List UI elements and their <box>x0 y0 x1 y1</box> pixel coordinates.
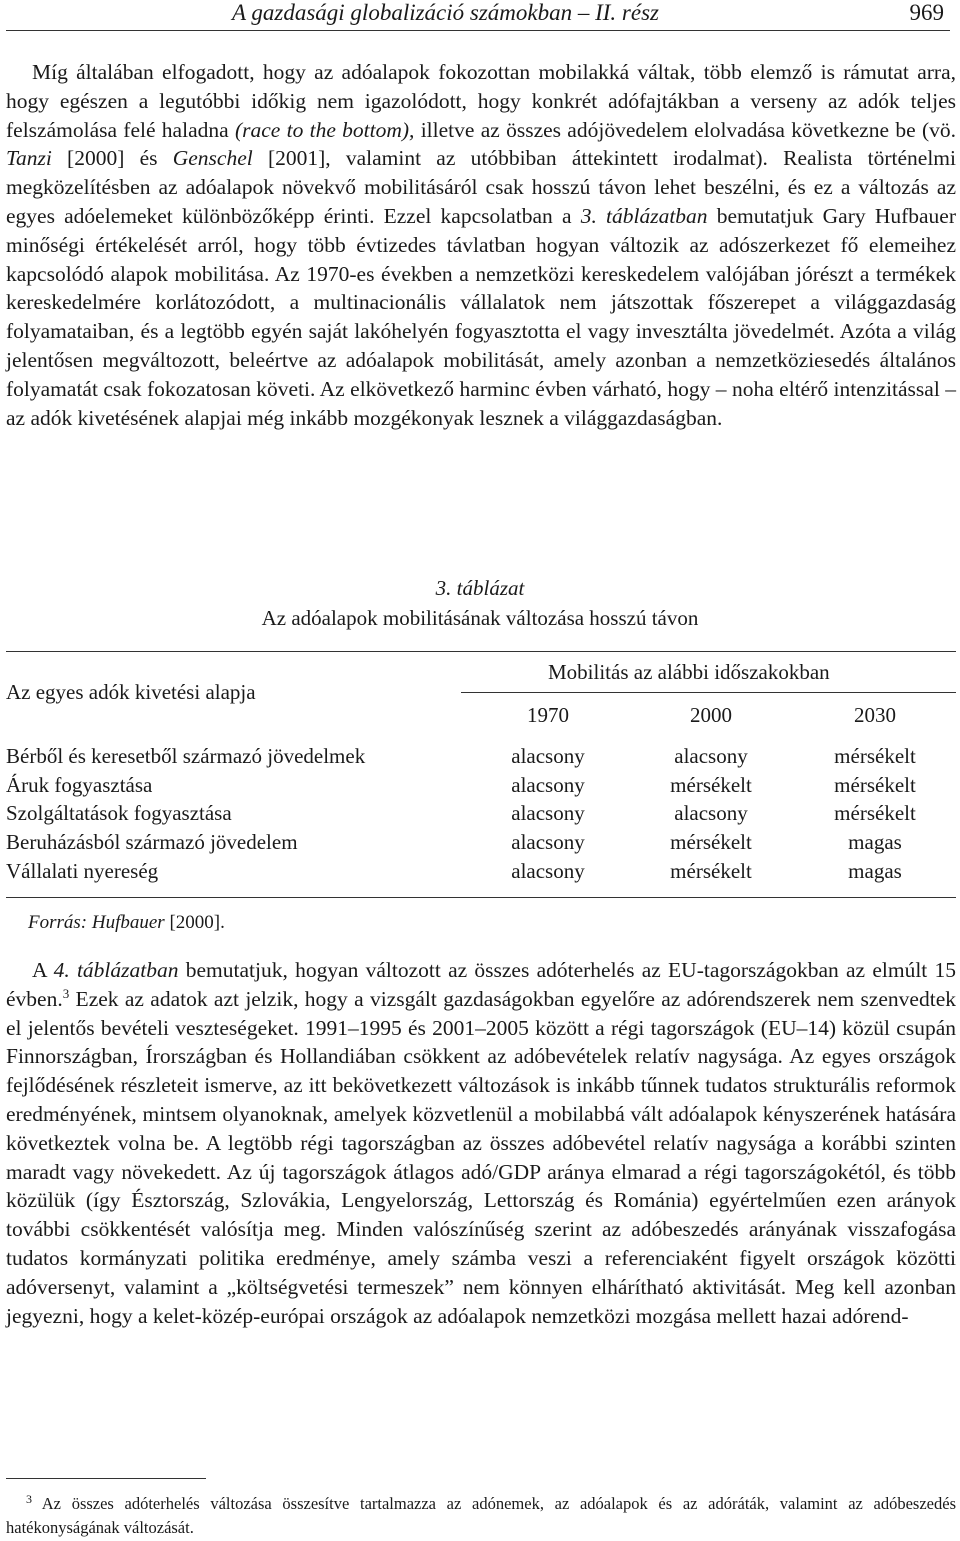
mobility-cell-1970: alacsony <box>511 858 585 883</box>
row-label: Vállalati nyereség <box>6 858 159 883</box>
mobility-cell-2030: magas <box>848 858 902 883</box>
paragraph1-text-run: [2001], valamint az utóbbiban áttekintett irodalmat). Realista történelmi megközelítésben az adóalapok növekvő mobilitásáról csak hosszú távon lehet beszélni, és ez a változás az egyes adóelemeket különbözőképp érinti. Ezzel kapcsolatban a <box>6 146 956 228</box>
footnote <box>6 1492 956 1540</box>
source-year: [2000]. <box>164 912 225 933</box>
mobility-cell-2000: mérsékelt <box>670 772 752 797</box>
table-source <box>28 912 225 934</box>
mobility-cell-1970: alacsony <box>511 801 585 826</box>
running-header <box>6 0 950 31</box>
table-row <box>0 801 960 829</box>
footnote-reference: 3 <box>62 985 70 1001</box>
page-number: 969 <box>909 0 944 25</box>
mobility-cell-1970: alacsony <box>511 744 585 768</box>
table-top-rule <box>6 651 956 652</box>
mobility-cell-2030: mérsékelt <box>834 772 916 797</box>
mobility-cell-2000: alacsony <box>674 744 748 768</box>
row-header: Az egyes adók kivetési alapja <box>6 680 256 704</box>
footnote-mark: 3 <box>26 1492 32 1506</box>
year-header-2000: 2000 <box>690 703 732 727</box>
paragraph2-text-run: Ezek az adatok azt jelzik, hogy a vizsgált gazdaságokban egyelőre az adórendszerek nem szenvedtek el jelentős bevételi veszteségeket. 1991–1995 és 2001–2005 között a régi tagországok (EU–14) közül csupán Finnországban, Írországban és Hollandiában csökkent az adóbevételek relatív nagysága. Az egyes országok fejlődésének részleteit ismerve, az itt bekövetkezett változások is inkább tűnnek tudatos strukturális reformok eredményének, mintsem olyanoknak, amelyek közvetlenül a mobilabbá vált adóalapok kényszerének hatására következtek volna be. A legtöbb régi tagországban az összes adóbevétel relatív nagysága a korábbi szinten maradt vagy növekedett. Az új tagországok átlagos adó/GDP aránya elmarad a régi tagországokétól, és több közülük (így Észtország, Szlovákia, Lengyelország, Lettország és Románia) egyértelműen ezen arányok további csökkentését valósítja meg. Minden valószínűség szerint az adóbeszedés arányának visszafogása tudatos kormányzati politika eredménye, amely számba veszi a referenciaként figyelt országok közötti adóversenyt, valamint a „költségvetési termeszek” nem könnyen elhárítható aktivitását. Meg kell azonban jegyezni, hogy a kelet-közép-európai országok az adóalapok nemzetközi mozgása mellett hazai adórend- <box>6 986 956 1328</box>
table-row <box>0 830 960 858</box>
mobility-cell-2000: alacsony <box>674 801 748 826</box>
mobility-cell-2030: mérsékelt <box>834 744 916 768</box>
year-header-1970: 1970 <box>527 703 569 727</box>
mobility-cell-1970: alacsony <box>511 830 585 855</box>
paragraph2-italic-run: 4. táblázatban <box>53 958 179 982</box>
footnote-text: Az összes adóterhelés változása összesítve tartalmazza az adónemek, az adóalapok és az adóráták, valamint az adóbeszedés hatékonyságának változását. <box>6 1494 956 1537</box>
mobility-cell-2000: mérsékelt <box>670 858 752 883</box>
header-divider <box>461 692 956 693</box>
year-header-2030: 2030 <box>854 703 896 727</box>
footnote-rule <box>6 1478 206 1479</box>
mobility-cell-2000: mérsékelt <box>670 830 752 855</box>
row-label: Beruházásból származó jövedelem <box>6 830 298 855</box>
running-title: A gazdasági globalizáció számokban – II. rész <box>232 0 659 25</box>
table-row <box>0 859 960 887</box>
paragraph2-text-run: A <box>32 958 54 982</box>
paragraph1-italic-run: (race to the bottom), <box>234 117 415 142</box>
paragraph1-text-run: Míg általában elfogadott, hogy az adóalapok fokozottan mobilakká váltak, több elemző is rámutat arra, hogy egészen a legutóbbi időkig nem igazolódott, hogy konkrét adófajtákban a verseny az adók teljes felszámolása felé haladna <box>6 60 956 142</box>
mobility-cell-2030: magas <box>848 830 902 855</box>
paragraph1-italic-run: Genschel <box>172 146 253 171</box>
table-bottom-rule <box>6 897 956 898</box>
source-label: Forrás: Hufbauer <box>28 912 165 933</box>
table-caption-title: Az adóalapok mobilitásának változása hosszú távon <box>261 606 699 630</box>
row-label: Szolgáltatások fogyasztása <box>6 801 232 826</box>
mobility-cell-2030: mérsékelt <box>834 801 916 826</box>
paragraph1-text-run: illetve az összes adójövedelem elolvadása következne be (vö. <box>414 117 956 142</box>
paragraph2-text-run: bemutatjuk, hogyan változott az összes adóterhelés az EU-tagországokban az elmúlt 15 évben. <box>6 958 957 1011</box>
body-paragraph-2 <box>6 956 956 1330</box>
table-caption-number: 3. táblázat <box>435 576 525 600</box>
table-row <box>0 773 960 801</box>
column-group-header: Mobilitás az alábbi időszakokban <box>548 660 830 684</box>
paragraph1-text-run: bemutatjuk Gary Hufbauer minőségi értékelését arról, hogy több évtizedes távlatban hogyan változik az adószerkezet fő elemeihez kapcsolódó alapok mobilitása. Az 1970-es években a nemzetközi kereskedelem valójában jórészt a termékek kereskedelmére korlátozódott, a multinacionális vállalatok nem játszottak főszerepet a világgazdaság folyamataiban, és a legtöbb egyén saját lakóhelyén fogyasztotta el vagy invesztálta jövedelmét. Azóta a világ jelentősen megváltozott, beleértve az adóalapok mobilitását, amely azonban a nemzetköziesedés általános folyamatát csak fokozatosan követi. Az elkövetkező harminc évben várható, hogy – noha eltérő intenzitással – az adók kivetésének alapjai még inkább mozgékonyak lesznek a világgazdaságban. <box>6 203 957 430</box>
table-row <box>0 744 960 772</box>
row-label: Áruk fogyasztása <box>6 772 153 797</box>
paragraph1-italic-run: 3. táblázatban <box>580 203 708 228</box>
paragraph1-italic-run: Tanzi <box>6 146 52 171</box>
paragraph1-text-run: [2000] és <box>51 146 173 171</box>
mobility-cell-1970: alacsony <box>511 772 585 797</box>
row-label: Bérből és keresetből származó jövedelmek <box>6 744 366 768</box>
body-paragraph-1 <box>6 58 956 432</box>
